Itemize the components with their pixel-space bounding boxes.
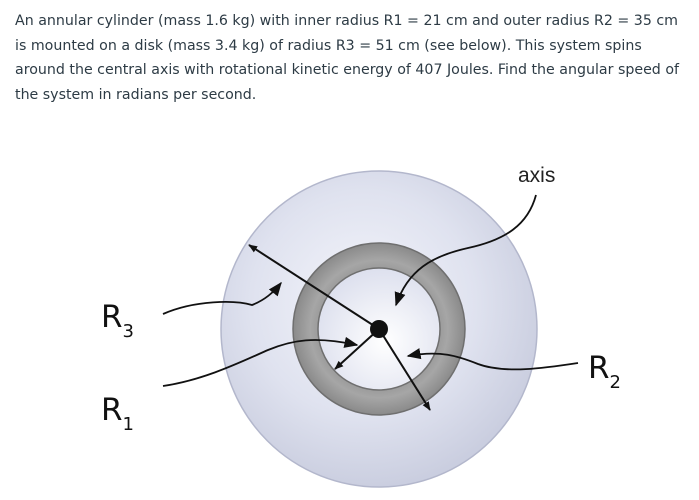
r3-subscript: 3 (122, 321, 134, 342)
r2-subscript: 2 (609, 372, 621, 393)
r1-subscript: 1 (122, 414, 134, 435)
r2-letter: R (588, 350, 610, 386)
axis-label: axis (518, 164, 556, 187)
r1-label (101, 392, 134, 435)
axis-dot (370, 320, 388, 338)
r1-letter: R (101, 392, 123, 428)
r3-letter: R (101, 299, 123, 335)
r3-label (101, 299, 134, 342)
r2-label (588, 350, 621, 393)
problem-statement: An annular cylinder (mass 1.6 kg) with inner radius R1 = 21 cm and outer radius R2 = 35 cm is mounted on a disk (mass 3.4 kg) of radius R3 = 51 cm (see below). This system spins around the central axis with rotational kinetic energy of 407 Joules. Find the angular speed of the system in radians per second. (15, 13, 679, 103)
